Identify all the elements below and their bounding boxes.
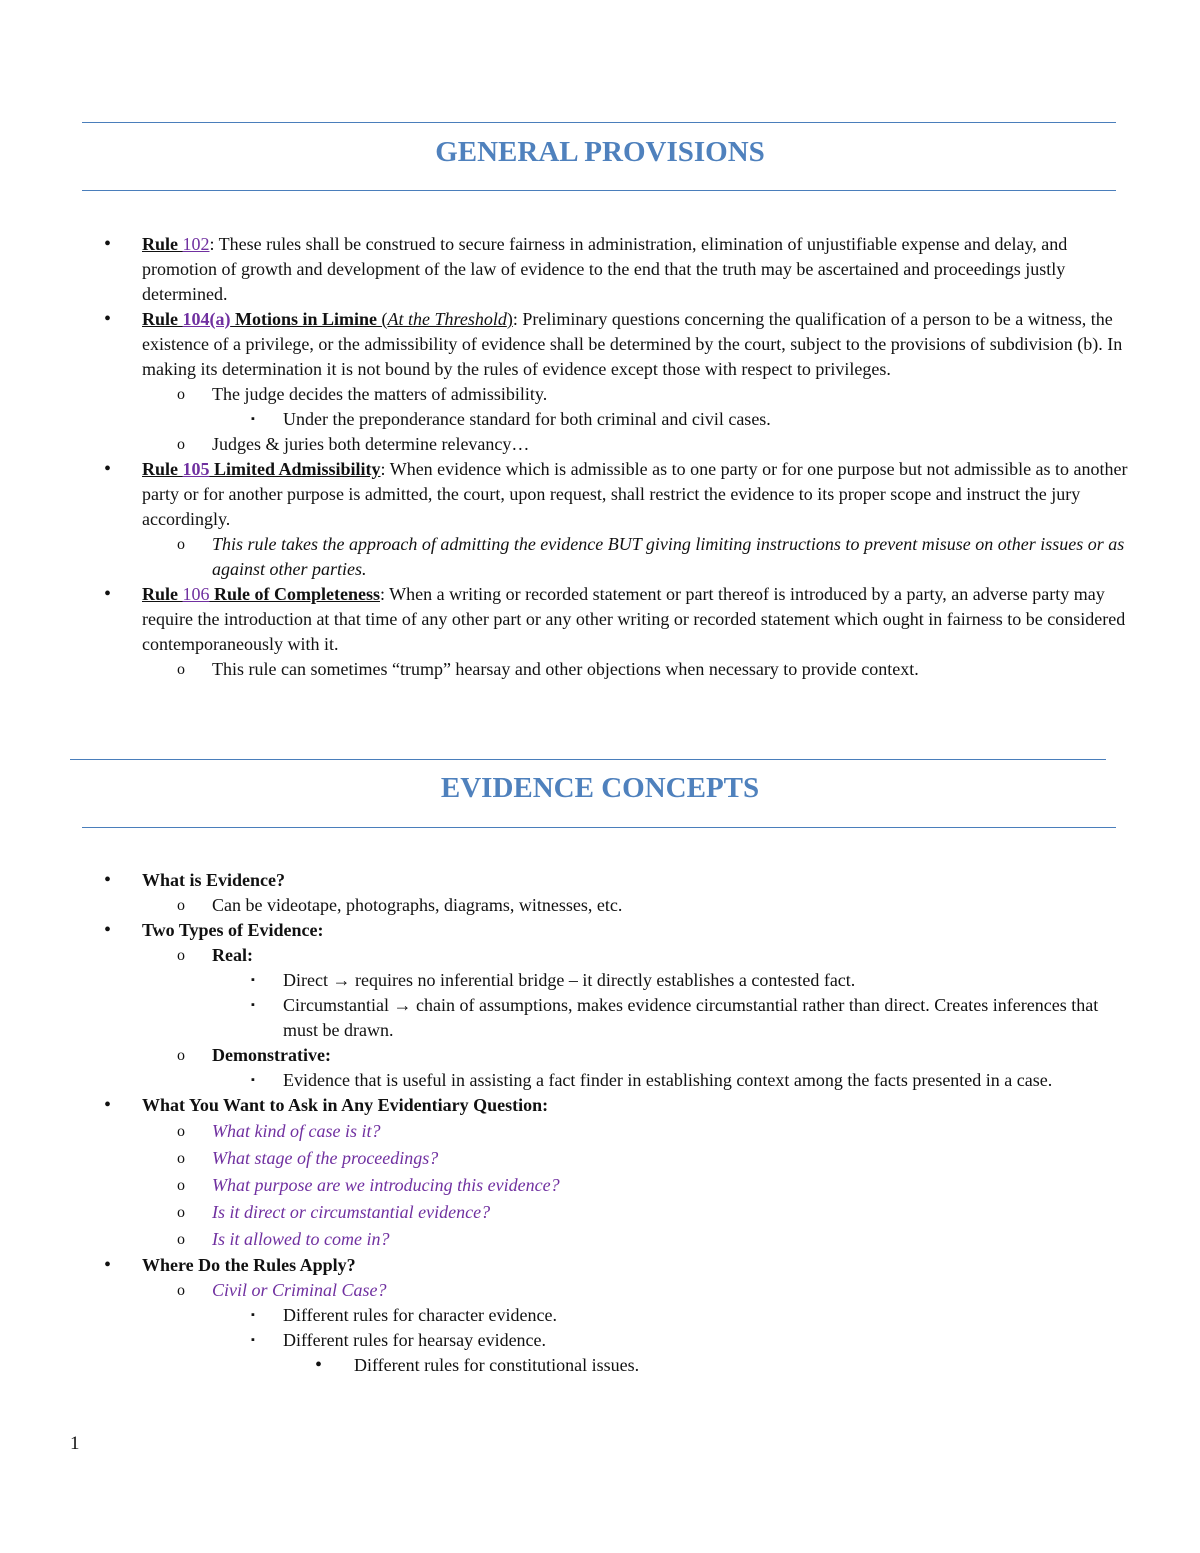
bullet-marker: • [104,458,112,480]
rule-label: Rule [142,459,183,479]
sub-item-label: Demonstrative: [212,1045,331,1065]
square-marker: ▪ [251,999,255,1011]
list-item-rule-104a [0,307,1200,382]
sub-item-text: This rule can sometimes “trump” hearsay and other objections when necessary to provide context. [212,659,919,679]
sub-sub-item-direct [0,968,1200,993]
circle-marker: o [177,897,185,914]
circle-marker: o [177,1177,185,1194]
rule-paren-close: ) [506,309,513,329]
divider-top-1 [82,122,1116,123]
rule-number-link[interactable]: 104(a) [182,309,231,329]
sub-sub-item-text: Different rules for hearsay evidence. [283,1330,547,1350]
rule-name: Limited Admissibility [209,459,381,479]
sub-item [0,432,1200,457]
rule-label: Rule [142,234,183,254]
sub-item [0,1172,1200,1199]
question-text: Is it direct or circumstantial evidence? [212,1202,491,1222]
bullet-marker: • [104,1094,112,1116]
sub-item-text: This rule takes the approach of admitting the evidence BUT giving limiting instructions to prevent misuse on other issues or as against other parties. [212,534,1125,579]
sub-sub-item-circumstantial [0,993,1200,1043]
bullet-marker: • [104,308,112,330]
question-text: What stage of the proceedings? [212,1148,439,1168]
divider-bottom-2 [82,827,1116,828]
square-marker: ▪ [251,1309,255,1321]
sub-sub-sub-item [0,1353,1200,1378]
rule-paren-open: ( [377,309,388,329]
sub-item [0,1118,1200,1145]
sub-item [0,532,1200,582]
question-text: Is it allowed to come in? [212,1229,390,1249]
divider-bottom-1 [82,190,1116,191]
section-title-evidence-concepts: EVIDENCE CONCEPTS [440,772,760,804]
question-text: What kind of case is it? [212,1121,381,1141]
rule-name: Rule of Completeness [209,584,380,604]
circle-marker: o [177,1231,185,1248]
rule-text: : These rules shall be construed to secure fairness in administration, elimination of unjustifiable expense and delay, and promotion of growth and development of the law of evidence to the end that the truth may be ascertained and proceedings justly determined. [142,234,1068,304]
rule-label: Rule [142,309,183,329]
sub-item [0,1199,1200,1226]
right-arrow-icon: → [393,995,412,1015]
sub-item-text: The judge decides the matters of admissibility. [212,384,548,404]
sub-item [0,1278,1200,1303]
item-head: Direct [283,970,333,990]
question-label: Where Do the Rules Apply? [142,1255,356,1275]
question-label: What is Evidence? [142,870,286,890]
list-item-rule-106 [0,582,1200,657]
sub-item-demonstrative [0,1043,1200,1068]
rule-name: Motions in Limine [230,309,378,329]
square-marker: ▪ [251,1334,255,1346]
list-item-rule-105 [0,457,1200,532]
sub-item [0,1145,1200,1172]
sub-item-text: Can be videotape, photographs, diagrams, witnesses, etc. [212,895,623,915]
question-label: What You Want to Ask in Any Evidentiary Question: [142,1095,549,1115]
item-tail: chain of assumptions, makes evidence circumstantial rather than direct. Creates inferences that must be drawn. [283,995,1099,1040]
list-item-where-rules-apply [0,1253,1200,1278]
rule-text: : When evidence which is admissible as to one party or for one purpose but not admissible as to another party or for another purpose is admitted, the court, upon request, shall restrict the evidence to its proper scope and instruct the jury accordingly. [142,459,1128,529]
rule-number-link[interactable]: 106 [182,584,210,604]
sub-sub-item-text: Evidence that is useful in assisting a fact finder in establishing context among the facts presented in a case. [283,1070,1053,1090]
sub-sub-item [0,407,1200,432]
bullet-marker: • [104,1254,112,1276]
sub-sub-item [0,1328,1200,1353]
sub-sub-item [0,1303,1200,1328]
right-arrow-icon: → [332,970,351,990]
circle-marker: o [177,536,185,553]
circle-marker: o [177,1047,185,1064]
sub-item-label: Real: [212,945,253,965]
rule-text: : When a writing or recorded statement or part thereof is introduced by a party, an adverse party may require the introduction at that time of any other part or any other writing or recorded statement which ought in fairness to be considered contemporaneously with it. [142,584,1126,654]
bullet-marker: • [104,869,112,891]
rule-number-link[interactable]: 102 [182,234,210,254]
question-text: What purpose are we introducing this evidence? [212,1175,560,1195]
list-item-what-to-ask [0,1093,1200,1118]
general-provisions-list [0,232,1200,682]
sub-item [0,893,1200,918]
page-number: 1 [70,1433,80,1454]
sub-item-real [0,943,1200,968]
sub-sub-item-text: Different rules for character evidence. [283,1305,558,1325]
list-item-rule-102 [0,232,1200,307]
question-label: Two Types of Evidence: [142,920,324,940]
circle-marker: o [177,436,185,453]
square-marker: ▪ [251,1074,255,1086]
bullet-marker: • [104,233,112,255]
sub-item [0,1226,1200,1253]
square-marker: ▪ [251,974,255,986]
rule-text: : Preliminary questions concerning the qualification of a person to be a witness, the existence of a privilege, or the admissibility of evidence shall be determined by the court, subject to the provisions of subdivision (b). In making its determination it is not bound by the rules of evidence except those with respect to privileges. [142,309,1123,379]
circle-marker: o [177,1150,185,1167]
bullet-marker: • [315,1354,323,1376]
rule-number-link[interactable]: 105 [182,459,210,479]
sub-sub-sub-item-text: Different rules for constitutional issues. [354,1355,640,1375]
question-text: Civil or Criminal Case? [212,1280,387,1300]
sub-item [0,382,1200,407]
sub-sub-item [0,1068,1200,1093]
list-item-two-types [0,918,1200,943]
circle-marker: o [177,386,185,403]
list-item-what-is-evidence [0,868,1200,893]
item-head: Circumstantial [283,995,394,1015]
sub-item-text: Judges & juries both determine relevancy… [212,434,530,454]
divider-top-2 [70,759,1106,760]
square-marker: ▪ [251,413,255,425]
circle-marker: o [177,1204,185,1221]
sub-item [0,657,1200,682]
bullet-marker: • [104,583,112,605]
evidence-concepts-list [0,868,1200,1378]
circle-marker: o [177,661,185,678]
circle-marker: o [177,947,185,964]
circle-marker: o [177,1282,185,1299]
rule-label: Rule [142,584,183,604]
section-title-general-provisions: GENERAL PROVISIONS [435,136,765,168]
bullet-marker: • [104,919,112,941]
rule-subtitle: At the Threshold [387,309,507,329]
sub-sub-item-text: Under the preponderance standard for both criminal and civil cases. [283,409,771,429]
circle-marker: o [177,1123,185,1140]
item-tail: requires no inferential bridge – it directly establishes a contested fact. [350,970,856,990]
